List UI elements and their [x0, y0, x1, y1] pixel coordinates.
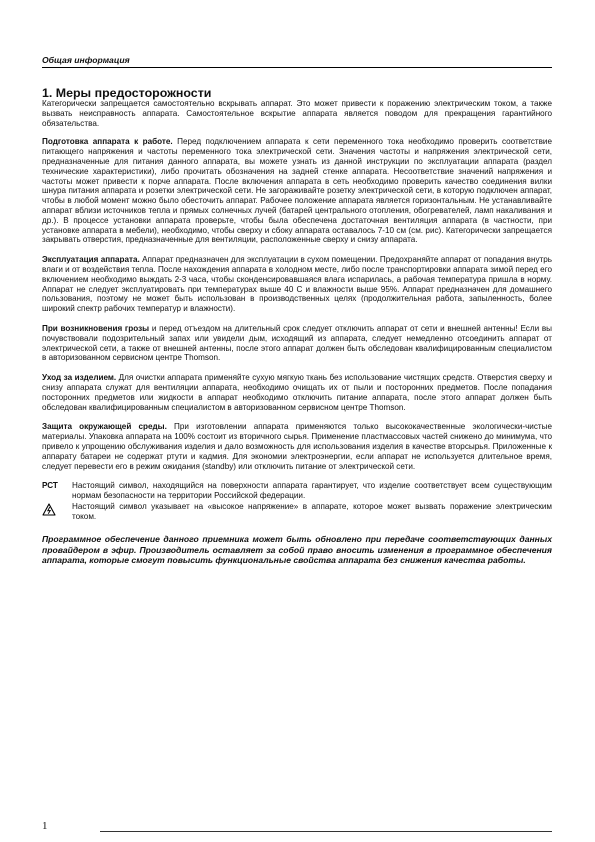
section-header: Общая информация — [42, 55, 130, 65]
environment-lead: Защита окружающей среды. — [42, 422, 167, 432]
intro-text: Категорически запрещается самостоятельно вскрывать аппарат. Это может привести к поражению электрическим током, а также вызвать неисправность аппарата. Самостоятельное вскрытие аппарата является поводом для прекращения гарантийного обязательства. — [42, 99, 552, 128]
care-lead: Уход за изделием. — [42, 373, 117, 383]
pct-mark: РСТ — [42, 481, 58, 491]
pct-symbol-text: Настоящий символ, находящийся на поверхности аппарата гарантирует, что изделие соответствует всем существующим нормам безопасности на территории Российской федерации. — [72, 481, 552, 501]
operation-text: Аппарат предназначен для эксплуатации в сухом помещении. Предохраняйте аппарат от попадания внутрь влаги и от воздействия тепла. После нахождения аппарата в холодном месте, либо после транспортировки аппарата зимой перед его включением необходимо выждать 2-3 часа, чтобы сконденсировавшаяся влага испарилась, а рабочая температура пришла в норму. Аппарат не следует эксплуатировать при температурах выше 40 С и влажности выше 95%. Аппарат предназначен для домашнего пользования, поэтому не может быть использован в производственных целях (продолжительная работа, запыленность, более широкий спектр рабочих температур и влажности). — [42, 255, 553, 314]
voltage-symbol-text: Настоящий символ указывает на «высокое напряжение» в аппарате, которое может вызвать поражение электрическим током. — [72, 501, 552, 521]
software-notice: Программное обеспечение данного приемника может быть обновлено при передаче соответствующих данных провайдером в эфир. Производитель оставляет за собой право вносить изменения в программное обеспечения аппарата, которые смогут повысить функциональные свойства аппарата без снижения качества работы. — [42, 534, 552, 566]
operation-paragraph — [42, 255, 552, 314]
storm-text: и перед отъездом на длительный срок следует отключить аппарат от сети и внешней антенны! Если вы почувствовали подозрительный запах или увидели дым, исходящий из аппарата, следует немедленно отсоединить аппарат от электрической сети, а также от внешней антенны, после этого аппарат должен быть обследован квалифицированным специалистом в авторизованном сервисном центре Thomson. — [42, 323, 552, 363]
page-title: 1. Меры предосторожности — [42, 86, 212, 100]
page-number: 1 — [42, 820, 48, 832]
storm-lead: При возникновения грозы — [42, 323, 150, 333]
footer-divider — [100, 831, 552, 832]
high-voltage-warning-icon — [42, 503, 56, 516]
care-text: Для очистки аппарата применяйте сухую мягкую ткань без использование чистящих средств. Отверстия сверху и снизу аппарата служат для вентиляции аппарата, необходимо очищать их от пыли и посторонних предметов. После попадания посторонних предметов или жидкости в аппарат необходимо отключить питание аппарата, после этого аппарат должен быть обследован квалифицированным специалистом в авторизованном сервисном центре Thomson. — [42, 373, 552, 412]
preparation-text: Перед подключением аппарата к сети переменного тока необходимо проверить соответствие питающего напряжения и частоты переменного тока электрической сети. Значения частоты и напряжения электрической сети, предназначенные для питания данного аппарата, вы можете узнать из данной инструкции по эксплуатации аппарата (раздел технические характеристики), либо прочитать обозначения на задней стенке аппарата. Несоответствие значений напряжения и частоты может привести к порче аппарата. После включения аппарата в сеть необходимо проверить качество соединения вилки шнура питания аппарата и розетки электрической сети. Не загораживайте розетку электрической сети, в которую подключен аппарат, чтобы в любой момент можно было обесточить аппарат. Рабочее положение аппарата является горизонтальным. Не устанавливайте аппарат вблизи источников тепла и прямых солнечных лучей (батарей центрального отопления, обогревателей, ламп накаливания и др.). В процессе установки аппарата проверьте, чтобы была обеспечена достаточная вентиляция аппарата (в частности, при установке аппарата в мебели), необходимо, чтобы сверху и сбоку аппарата оставалось 7-10 см (см. рис). Категорически запрещается закрывать отверстия, предназначенные для вентиляции, расположенные сверху и снизу аппарата. — [42, 137, 552, 245]
environment-paragraph — [42, 422, 552, 471]
operation-lead: Эксплуатация аппарата. — [42, 255, 140, 265]
preparation-lead: Подготовка аппарата к работе. — [42, 137, 173, 147]
storm-paragraph — [42, 324, 552, 363]
voltage-symbol-row — [42, 502, 552, 522]
environment-text: При изготовлении аппарата применяются только высококачественные экологически-чистые материалы. Упаковка аппарата на 100% состоит из вторичного сырья. Применение пластмассовых частей снижено до минимума, что привело к упрощению обслуживания изделия и дало возможность для использования изделия в качестве вторсырья. Приложенные к аппарату батареи не содержат ртути и кадмия. Для экономии электроэнергии, если аппарат не используется длительное время, следует перевести его в режим ожидания (standby) или отключить питание от электрической сети. — [42, 422, 552, 471]
page-content — [42, 99, 552, 574]
header-divider — [42, 67, 552, 68]
pct-symbol-row — [42, 481, 552, 501]
care-paragraph — [42, 373, 552, 412]
preparation-paragraph — [42, 137, 552, 245]
intro-paragraph — [42, 99, 552, 128]
